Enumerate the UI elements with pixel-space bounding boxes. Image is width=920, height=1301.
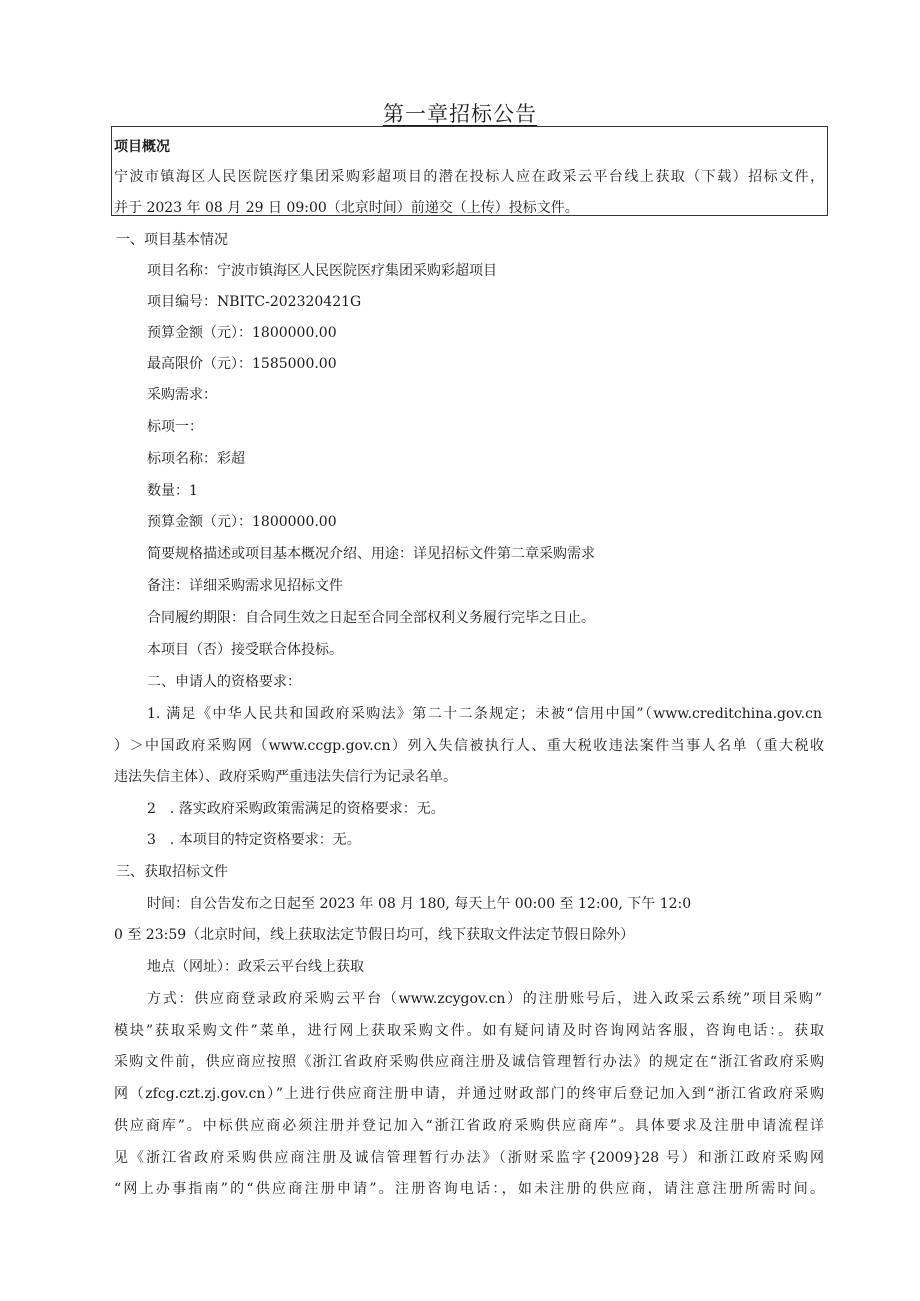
obtain-time-line-2: 0 至 23:59（北京时间，线上获取法定节假日均可，线下获取文件法定节假日除外） <box>114 927 635 943</box>
obtain-method-line-1: 方式：供应商登录政府采购云平台（www.zcygov.cn）的注册账号后，进入政采云系统”项目采购” <box>147 991 822 1007</box>
obtain-method-line-5: 供应商库”。中标供应商必须注册并登记加入“浙江省政府采购供应商库”。具体要求及注册申请流程详 <box>114 1118 824 1134</box>
spec-description: 简要规格描述或项目基本概况介绍、用途：详见招标文件第二章采购需求 <box>147 546 595 562</box>
project-name: 项目名称：宁波市镇海区人民医院医疗集团采购彩超项目 <box>147 263 497 279</box>
obtain-method-line-2: 模块”获取采购文件”菜单，进行网上获取采购文件。如有疑问请及时咨询网站客服，咨询电话：。获取 <box>114 1023 824 1039</box>
section3-heading: 三、获取招标文件 <box>116 864 228 880</box>
budget-amount: 预算金额（元）：1800000.00 <box>147 325 337 341</box>
obtain-time-line-1: 时间：自公告发布之日起至 2023 年 08 月 180, 每天上午 00:00 至 12:00, 下午 12:0 <box>147 896 692 912</box>
remark: 备注：详细采购需求见招标文件 <box>147 578 343 594</box>
obtain-method-line-7: “网上办事指南”的“供应商注册申请”。注册咨询电话：，如未注册的供应商，请注意注册所需时间。 <box>114 1181 824 1197</box>
max-price: 最高限价（元）：1585000.00 <box>147 356 337 372</box>
project-number: 项目编号：NBITC-202320421G <box>147 294 362 310</box>
page-title: 第一章招标公告 <box>383 102 537 126</box>
procurement-demand: 采购需求： <box>147 387 217 403</box>
obtain-method-line-4: 网（zfcg.czt.zj.gov.cn）”上进行供应商注册申请，并通过财政部门的终审后登记加入到“浙江省政府采购 <box>114 1086 824 1102</box>
obtain-method-line-6: 见《浙江省政府采购供应商注册及诚信管理暂行办法》（浙财采监字{2009}28 号）和浙江政府采购网 <box>114 1150 824 1166</box>
qualification-item-1-line-3: 违法失信主体）、政府采购严重违法失信行为记录名单。 <box>114 769 457 785</box>
section1-heading: 一、项目基本情况 <box>116 232 228 248</box>
overview-line-1: 宁波市镇海区人民医院医疗集团采购彩超项目的潜在投标人应在政采云平台线上获取（下载）招标文件， <box>114 169 824 185</box>
quantity: 数量：1 <box>147 483 198 499</box>
overview-heading: 项目概况 <box>114 139 170 155</box>
section2-heading: 二、申请人的资格要求： <box>147 674 301 690</box>
overview-line-2: 并于 2023 年 08 月 29 日 09:00（北京时间）前递交（上传）投标文件。 <box>114 200 579 216</box>
obtain-place: 地点（网址）：政采云平台线上获取 <box>147 959 364 975</box>
obtain-method-line-3: 采购文件前，供应商应按照《浙江省政府采购供应商注册及诚信管理暂行办法》的规定在“浙江省政府采购 <box>114 1054 824 1070</box>
qualification-item-3: 3 . 本项目的特定资格要求：无。 <box>147 832 361 848</box>
qualification-item-2: 2 . 落实政府采购政策需满足的资格要求：无。 <box>147 801 445 817</box>
qualification-item-1-line-2: ）＞中国政府采购网（www.ccgp.gov.cn）列入失信被执行人、重大税收违法案件当事人名单（重大税收 <box>114 738 824 754</box>
contract-period: 合同履约期限：自合同生效之日起至合同全部权利义务履行完毕之日止。 <box>147 610 595 626</box>
lot-budget: 预算金额（元）：1800000.00 <box>147 514 337 530</box>
consortium-note: 本项目（否）接受联合体投标。 <box>147 642 343 658</box>
lot-label: 标项一： <box>147 419 203 435</box>
lot-name: 标项名称：彩超 <box>147 451 245 467</box>
qualification-item-1-line-1: 1. 满足《中华人民共和国政府采购法》第二十二条规定；未被“信用中国”（www.creditchina.gov.cn <box>147 706 822 722</box>
